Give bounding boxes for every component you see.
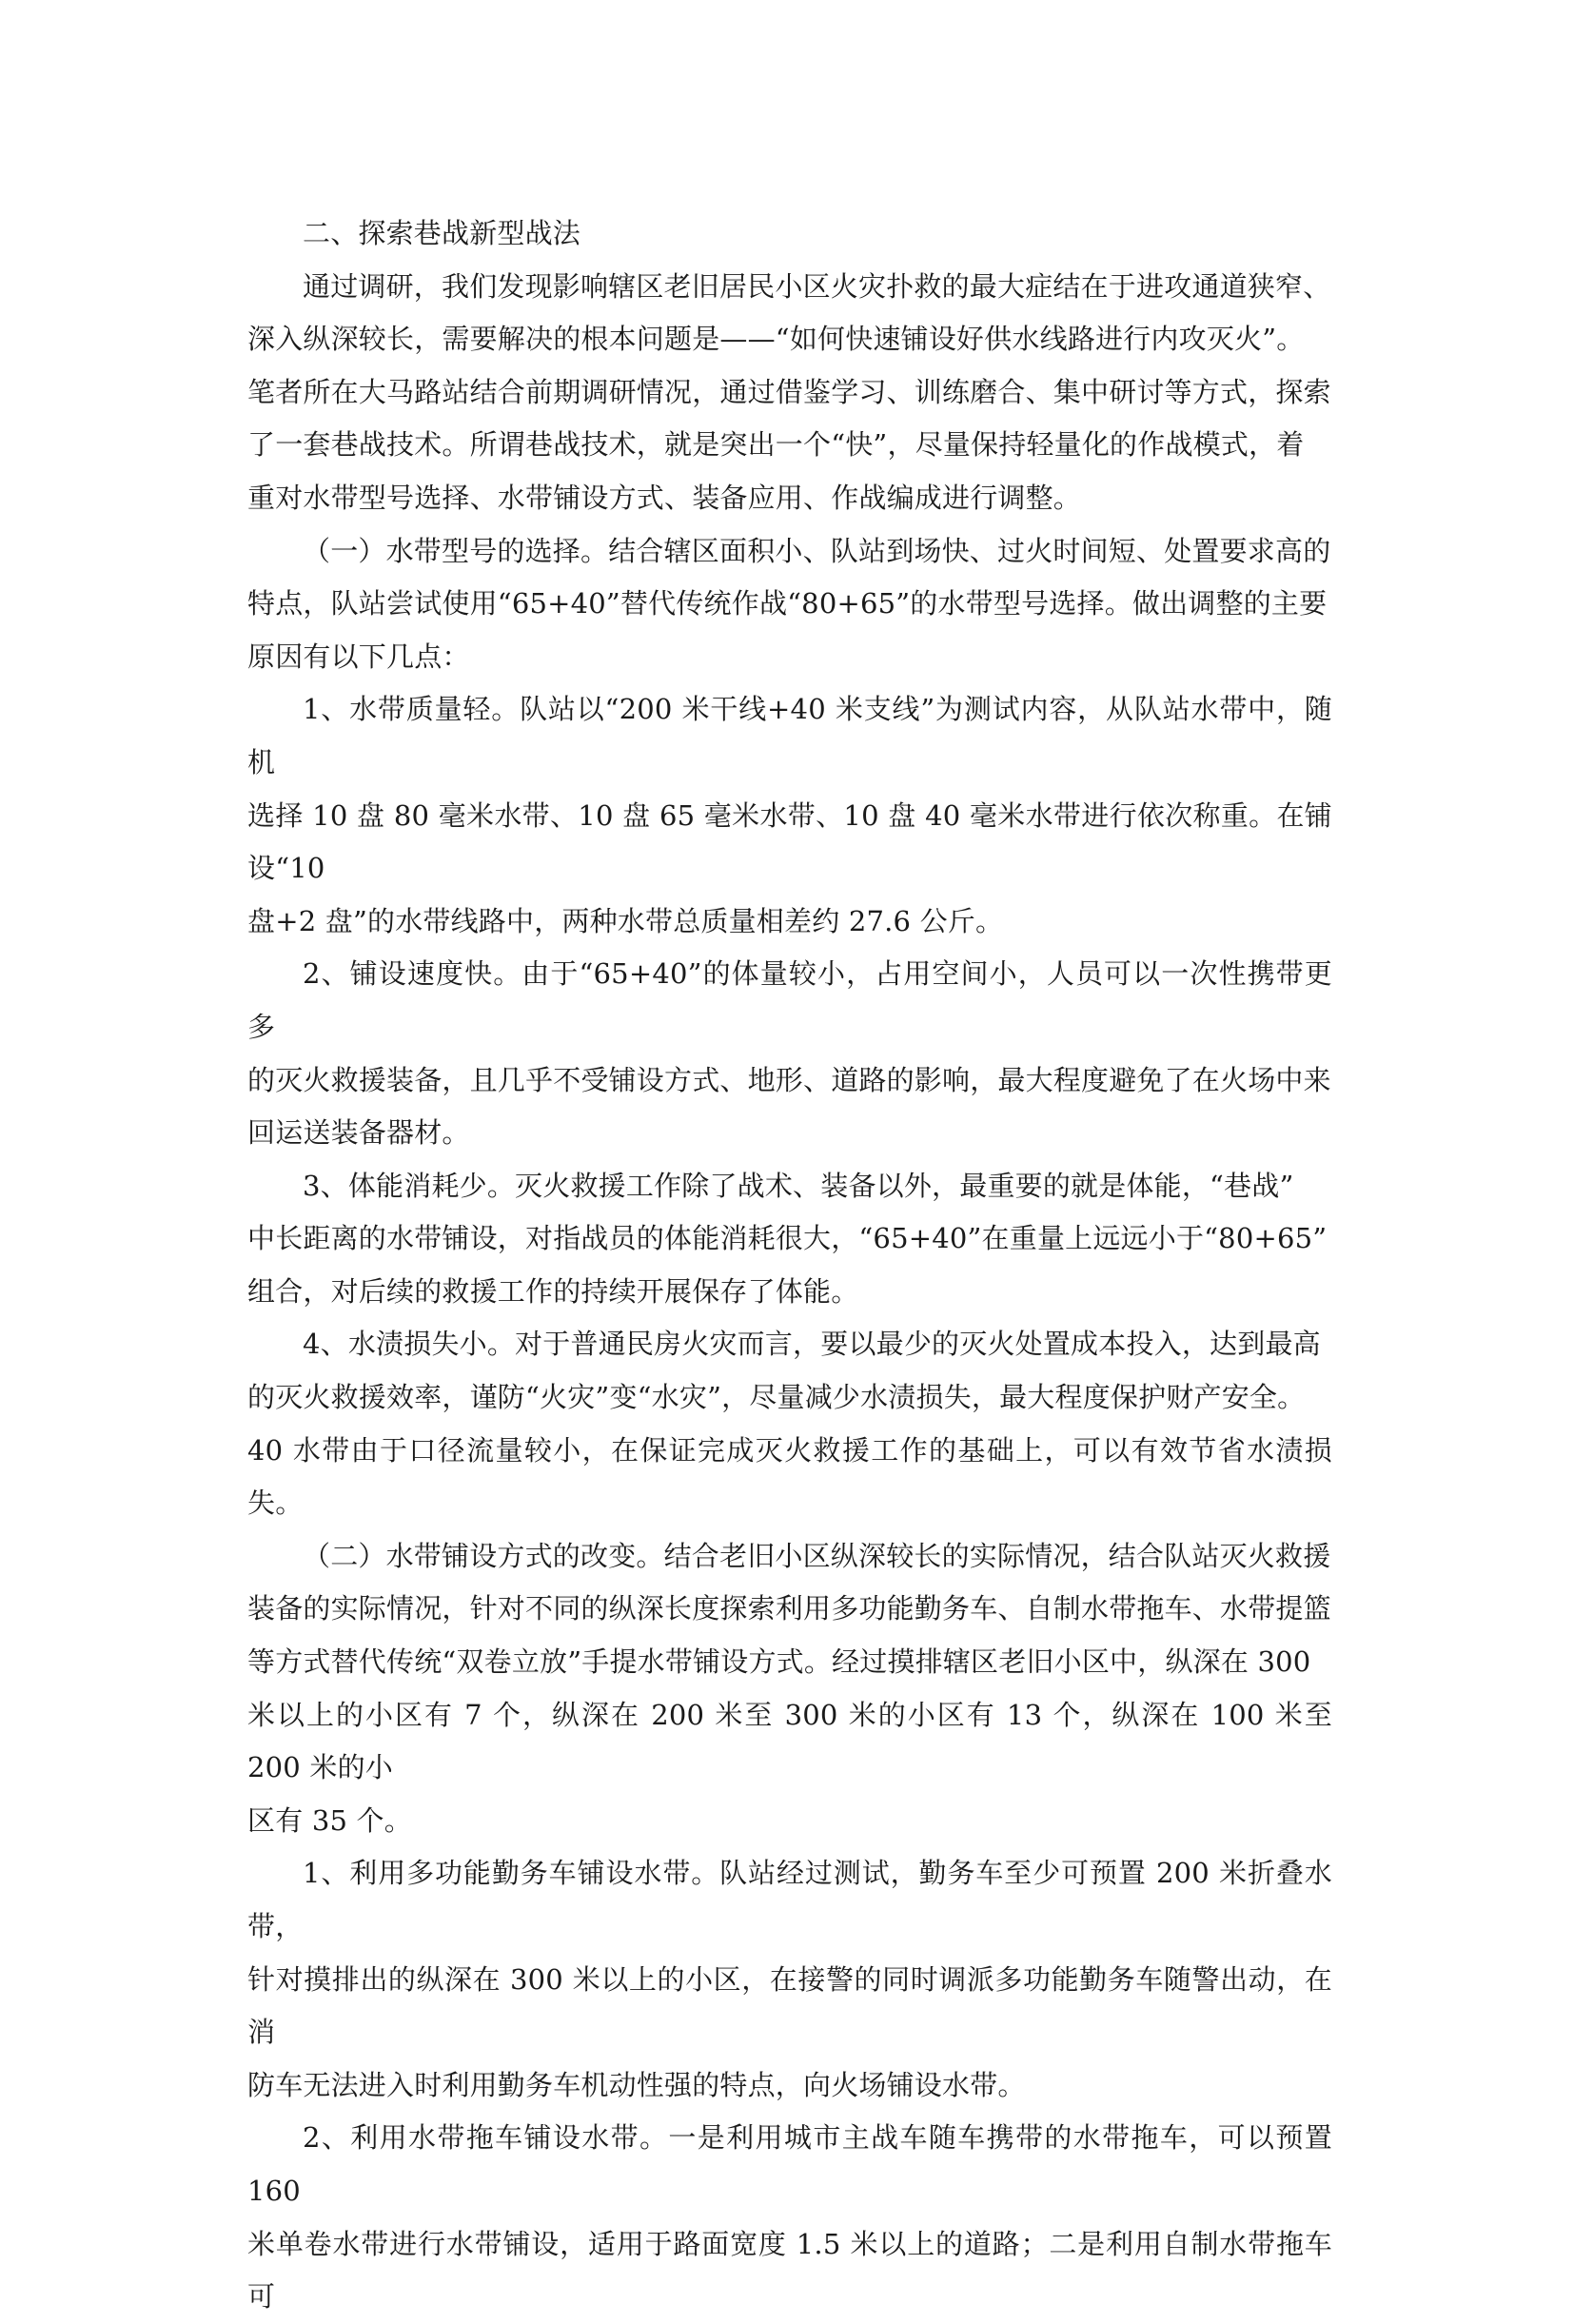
paragraph-point-4-water-loss: 4、水渍损失小。对于普通民房火灾而言，要以最少的灭火处置成本投入，达到最高 的灭火救援效率，谨防“火灾”变“水灾”，尽量减少水渍损失，最大程度保护财产安全。 40 水带由于口径流量较小，在保证完成灭火救援工作的基础上，可以有效节省水渍损失。 xyxy=(247,1328,1332,1520)
paragraph-point-2-speed: 2、铺设速度快。由于“65+40”的体量较小，占用空间小，人员可以一次性携带更多 的灭火救援装备，且几乎不受铺设方式、地形、道路的影响，最大程度避免了在火场中来 回运送装备器材。 xyxy=(247,957,1332,1150)
document-body xyxy=(247,207,1332,2324)
paragraph-hose-trailer: 2、利用水带拖车铺设水带。一是利用城市主战车随车携带的水带拖车，可以预置 160 米单卷水带进行水带铺设，适用于路面宽度 1.5 米以上的道路；二是利用自制水带拖车可 xyxy=(247,2121,1332,2314)
paragraph-point-1-weight: 1、水带质量轻。队站以“200 米干线+40 米支线”为测试内容，从队站水带中，随机 选择 10 盘 80 毫米水带、10 盘 65 毫米水带、10 盘 40 毫米水带进行依次称重。在铺设“10 盘+2 盘”的水带线路中，两种水带总质量相差约 27.6 公斤。 xyxy=(247,693,1332,937)
paragraph-intro: 通过调研，我们发现影响辖区老旧居民小区火灾扑救的最大症结在于进攻通道狭窄、 深入纵深较长，需要解决的根本问题是——“如何快速铺设好供水线路进行内攻灭火”。 笔者所在大马路站结合前期调研情况，通过借鉴学习、训练磨合、集中研讨等方式，探索 了一套巷战技术。所谓巷战技术，就是突出一个“快”，尽量保持轻量化的作战模式，着 重对水带型号选择、水带铺设方式、装备应用、作战编成进行调整。 xyxy=(247,269,1331,514)
paragraph-point-3-stamina: 3、体能消耗少。灭火救援工作除了战术、装备以外，最重要的就是体能，“巷战” 中长距离的水带铺设，对指战员的体能消耗很大，“65+40”在重量上远远小于“80+65” 组合，对后续的救援工作的持续开展保存了体能。 xyxy=(247,1169,1328,1308)
paragraph-service-vehicle: 1、利用多功能勤务车铺设水带。队站经过测试，勤务车至少可预置 200 米折叠水带， 针对摸排出的纵深在 300 米以上的小区，在接警的同时调派多功能勤务车随警出动，在消 防车无法进入时利用勤务车机动性强的特点，向火场铺设水带。 xyxy=(247,1857,1332,2101)
section-heading: 二、探索巷战新型战法 xyxy=(303,217,581,249)
paragraph-laying-method: （二）水带铺设方式的改变。结合老旧小区纵深较长的实际情况，结合队站灭火救援 装备的实际情况，针对不同的纵深长度探索利用多功能勤务车、自制水带拖车、水带提篮 等方式替代传统“双卷立放”手提水带铺设方式。经过摸排辖区老旧小区中，纵深在 300 米以上的小区有 7 个，纵深在 200 米至 300 米的小区有 13 个，纵深在 100 米至 200 米的小 区有 35 个。 xyxy=(247,1539,1332,1837)
paragraph-hose-type: （一）水带型号的选择。结合辖区面积小、队站到场快、过火时间短、处置要求高的 特点，队站尝试使用“65+40”替代传统作战“80+65”的水带型号选择。做出调整的主要 原因有以下几点： xyxy=(247,534,1331,673)
